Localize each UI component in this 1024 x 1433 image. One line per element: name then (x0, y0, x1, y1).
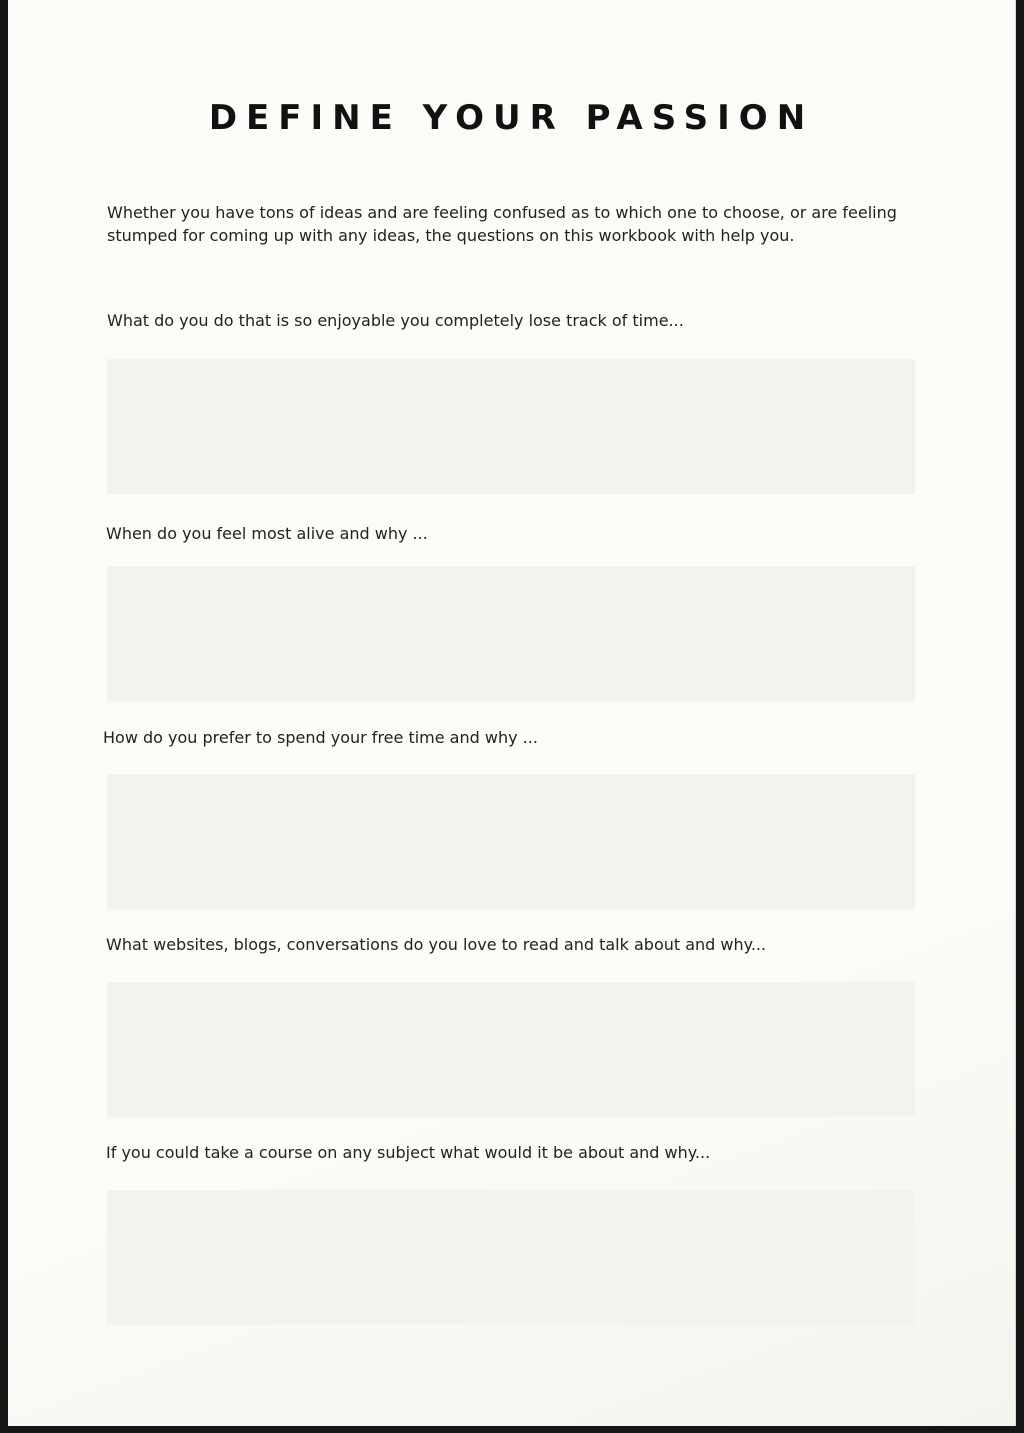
answer-box-2[interactable] (107, 566, 915, 701)
answer-box-3[interactable] (107, 774, 915, 909)
page-title: DEFINE YOUR PASSION (208, 98, 815, 138)
question-2-label: When do you feel most alive and why ... (106, 524, 428, 543)
question-5-label: If you could take a course on any subject what would it be about and why... (106, 1143, 711, 1162)
intro-paragraph: Whether you have tons of ideas and are feeling confused as to which one to choose, or are feeling stumped for coming up with any ideas, the questions on this workbook with help you. (107, 203, 897, 245)
question-1-label: What do you do that is so enjoyable you completely lose track of time... (107, 311, 684, 330)
answer-box-1[interactable] (107, 359, 915, 494)
worksheet-page (8, 0, 1016, 1426)
question-3-label: How do you prefer to spend your free time and why ... (103, 728, 538, 747)
answer-box-4[interactable] (107, 982, 915, 1117)
question-4-label: What websites, blogs, conversations do you love to read and talk about and why... (106, 935, 767, 954)
answer-box-5[interactable] (107, 1190, 915, 1325)
